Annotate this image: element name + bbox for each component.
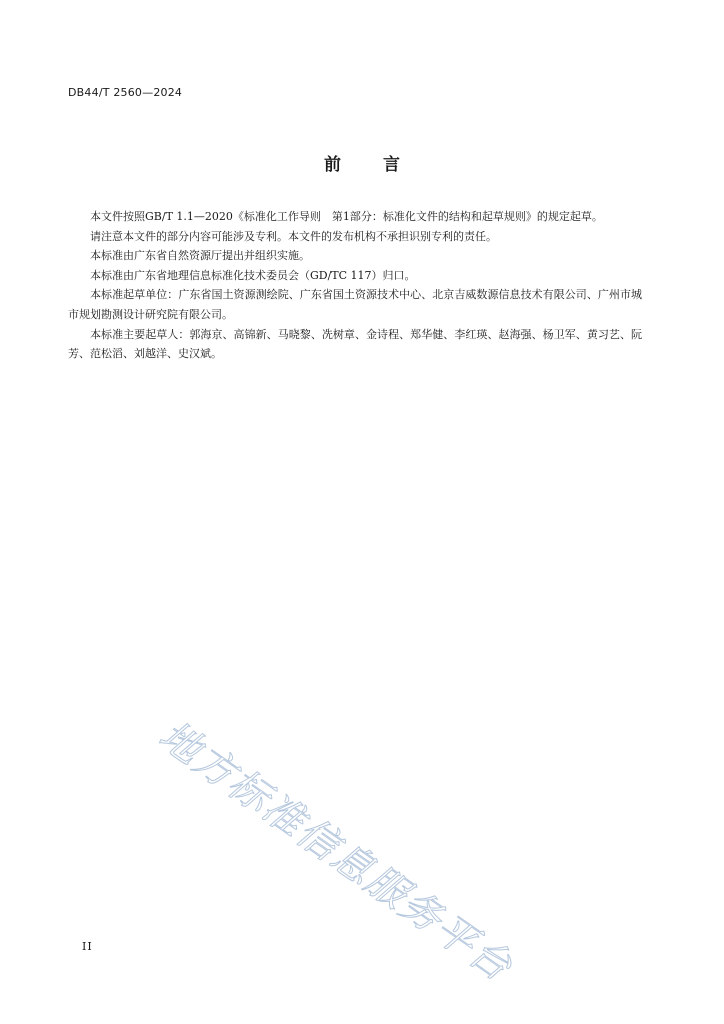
- paragraph-patent-notice: 请注意本文件的部分内容可能涉及专利。本文件的发布机构不承担识别专利的责任。: [90, 229, 497, 243]
- paragraph-committee: 本标准由广东省地理信息标准化技术委员会（GD/TC 117）归口。: [90, 268, 416, 282]
- page-title: 前言: [324, 155, 442, 175]
- paragraph-drafters: 本标准主要起草人：郭海京、高锦新、马晓黎、冼树章、金诗程、郑华健、李红瑛、赵海强、杨卫军、黄习艺、阮芳、范松滔、刘越洋、史汉斌。: [68, 327, 642, 361]
- paragraph-proposer: 本标准由广东省自然资源厅提出并组织实施。: [90, 249, 310, 263]
- paragraph-drafting-units: 本标准起草单位：广东省国土资源测绘院、广东省国土资源技术中心、北京吉威数源信息技术有限公司、广州市城市规划勘测设计研究院有限公司。: [68, 288, 642, 321]
- paragraph-drafting-rules: 本文件按照GB/T 1.1—2020《标准化工作导则 第1部分：标准化文件的结构和起草规则》的规定起草。: [90, 210, 603, 223]
- document-code: DB44/T 2560—2024: [68, 86, 183, 99]
- foreword-body: [68, 207, 642, 364]
- page-number: II: [82, 940, 93, 953]
- watermark: 地方标准信息服务平台: [150, 712, 521, 991]
